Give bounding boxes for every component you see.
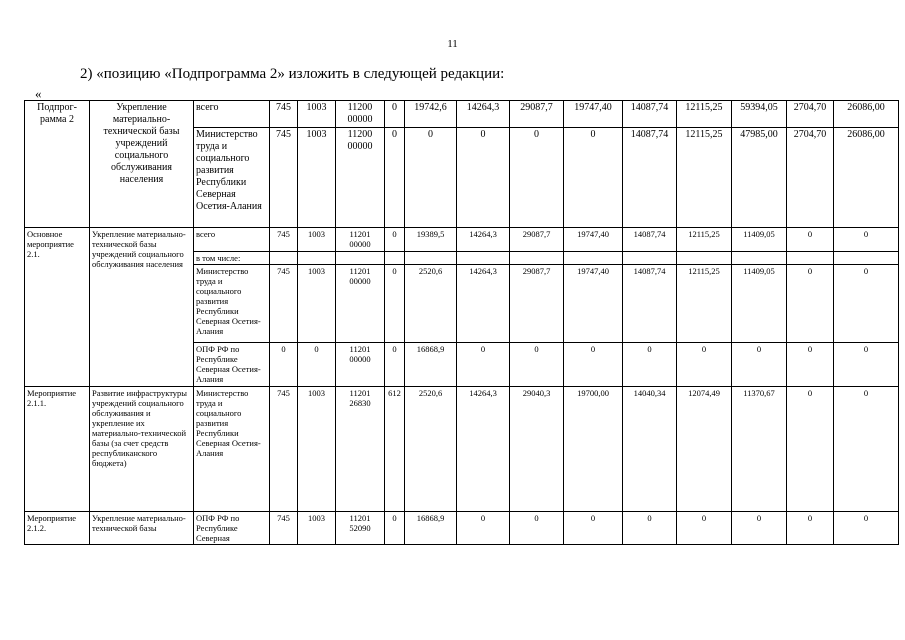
name-cell: Укрепление материально-технической базы [90, 512, 194, 545]
status-cell: Основное мероприятие 2.1. [25, 228, 90, 387]
value-cell: 16868,9 [405, 343, 457, 387]
value-cell: 19700,00 [564, 387, 623, 512]
csr-cell: 11201 26830 [336, 387, 385, 512]
value-cell: 2520,6 [405, 387, 457, 512]
value-cell: 0 [510, 343, 564, 387]
value-cell: 2520,6 [405, 265, 457, 343]
value-cell: 14264,3 [457, 387, 510, 512]
value-cell: 0 [834, 228, 899, 252]
value-cell: 0 [457, 512, 510, 545]
value-cell: 14087,74 [623, 101, 677, 128]
value-cell: 26086,00 [834, 128, 899, 228]
status-cell: Мероприятие 2.1.2. [25, 512, 90, 545]
amendment-heading: 2) «позицию «Подпрограмма 2» изложить в следующей редакции: [80, 66, 505, 82]
value-cell: 29087,7 [510, 228, 564, 252]
vr-cell: 0 [385, 101, 405, 128]
value-cell: 12115,25 [677, 228, 732, 252]
value-cell: 0 [834, 512, 899, 545]
value-cell: 19747,40 [564, 228, 623, 252]
value-cell: 12074,49 [677, 387, 732, 512]
status-cell: Подпрог- рамма 2 [25, 101, 90, 228]
value-cell: 0 [787, 265, 834, 343]
value-cell: 16868,9 [405, 512, 457, 545]
vr-cell: 0 [385, 228, 405, 252]
name-cell: Укрепление материально-технической базы учреждений социального обслуживания населения [90, 101, 194, 228]
value-cell: 12115,25 [677, 265, 732, 343]
rzpr-cell: 1003 [298, 101, 336, 128]
page-number: 11 [447, 38, 458, 50]
value-cell: 19747,40 [564, 265, 623, 343]
rzpr-cell: 1003 [298, 387, 336, 512]
value-cell: 14087,74 [623, 228, 677, 252]
rzpr-cell: 1003 [298, 265, 336, 343]
grbs-cell: 745 [270, 128, 298, 228]
csr-cell: 11200 00000 [336, 101, 385, 128]
grbs-cell: 745 [270, 265, 298, 343]
value-cell: 19742,6 [405, 101, 457, 128]
subprogram-table [24, 100, 899, 545]
csr-cell: 11201 00000 [336, 228, 385, 252]
executor-cell: в том числе: [194, 252, 270, 265]
value-cell: 0 [405, 128, 457, 228]
executor-cell: ОПФ РФ по Республике Северная [194, 512, 270, 545]
value-cell: 29087,7 [510, 265, 564, 343]
table-row [25, 512, 899, 545]
value-cell: 0 [564, 512, 623, 545]
vr-cell: 0 [385, 128, 405, 228]
csr-cell: 11200 00000 [336, 128, 385, 228]
value-cell: 0 [834, 343, 899, 387]
value-cell: 0 [732, 343, 787, 387]
table-row [25, 101, 899, 128]
value-cell: 2704,70 [787, 128, 834, 228]
value-cell: 12115,25 [677, 101, 732, 128]
value-cell: 11409,05 [732, 265, 787, 343]
value-cell: 0 [787, 228, 834, 252]
table-row [25, 228, 899, 252]
value-cell: 0 [677, 512, 732, 545]
grbs-cell: 745 [270, 512, 298, 545]
value-cell: 14264,3 [457, 265, 510, 343]
grbs-cell: 745 [270, 228, 298, 252]
value-cell: 0 [787, 387, 834, 512]
value-cell: 0 [623, 343, 677, 387]
value-cell: 14087,74 [623, 128, 677, 228]
executor-cell: Министерство труда и социального развития Республики Северная Осетия-Алания [194, 387, 270, 512]
value-cell: 47985,00 [732, 128, 787, 228]
executor-cell: всего [194, 101, 270, 128]
value-cell: 12115,25 [677, 128, 732, 228]
rzpr-cell: 1003 [298, 512, 336, 545]
executor-cell: Министерство труда и социального развития Республики Северная Осетия-Алания [194, 265, 270, 343]
value-cell: 29040,3 [510, 387, 564, 512]
value-cell: 0 [510, 512, 564, 545]
vr-cell: 0 [385, 512, 405, 545]
value-cell: 0 [623, 512, 677, 545]
value-cell: 19747,40 [564, 101, 623, 128]
value-cell: 0 [834, 387, 899, 512]
grbs-cell: 745 [270, 101, 298, 128]
value-cell: 0 [457, 343, 510, 387]
value-cell: 0 [457, 128, 510, 228]
value-cell: 14264,3 [457, 228, 510, 252]
name-cell: Укрепление материально-технической базы учреждений социального обслуживания населения [90, 228, 194, 387]
vr-cell: 0 [385, 265, 405, 343]
grbs-cell: 0 [270, 343, 298, 387]
rzpr-cell: 0 [298, 343, 336, 387]
value-cell: 0 [787, 343, 834, 387]
open-quote: « [35, 86, 42, 101]
csr-cell: 11201 00000 [336, 265, 385, 343]
value-cell: 14087,74 [623, 265, 677, 343]
executor-cell: Министерство труда и социального развития Республики Северная Осетия-Алания [194, 128, 270, 228]
executor-cell: всего [194, 228, 270, 252]
value-cell: 26086,00 [834, 101, 899, 128]
executor-cell: ОПФ РФ по Республике Северная Осетия-Алания [194, 343, 270, 387]
value-cell: 0 [564, 128, 623, 228]
value-cell: 14264,3 [457, 101, 510, 128]
csr-cell: 11201 52090 [336, 512, 385, 545]
value-cell: 2704,70 [787, 101, 834, 128]
value-cell: 0 [677, 343, 732, 387]
value-cell: 59394,05 [732, 101, 787, 128]
value-cell: 11370,67 [732, 387, 787, 512]
rzpr-cell: 1003 [298, 128, 336, 228]
table-row [25, 387, 899, 512]
vr-cell: 612 [385, 387, 405, 512]
value-cell: 29087,7 [510, 101, 564, 128]
status-cell: Мероприятие 2.1.1. [25, 387, 90, 512]
value-cell: 0 [564, 343, 623, 387]
vr-cell: 0 [385, 343, 405, 387]
value-cell: 14040,34 [623, 387, 677, 512]
value-cell: 0 [834, 265, 899, 343]
value-cell: 19389,5 [405, 228, 457, 252]
value-cell: 0 [732, 512, 787, 545]
value-cell: 11409,05 [732, 228, 787, 252]
name-cell: Развитие инфраструктуры учреждений социального обслуживания и укрепление их материально-технической базы (за счет средств республиканского бюджета) [90, 387, 194, 512]
rzpr-cell: 1003 [298, 228, 336, 252]
value-cell: 0 [510, 128, 564, 228]
grbs-cell: 745 [270, 387, 298, 512]
value-cell: 0 [787, 512, 834, 545]
csr-cell: 11201 00000 [336, 343, 385, 387]
